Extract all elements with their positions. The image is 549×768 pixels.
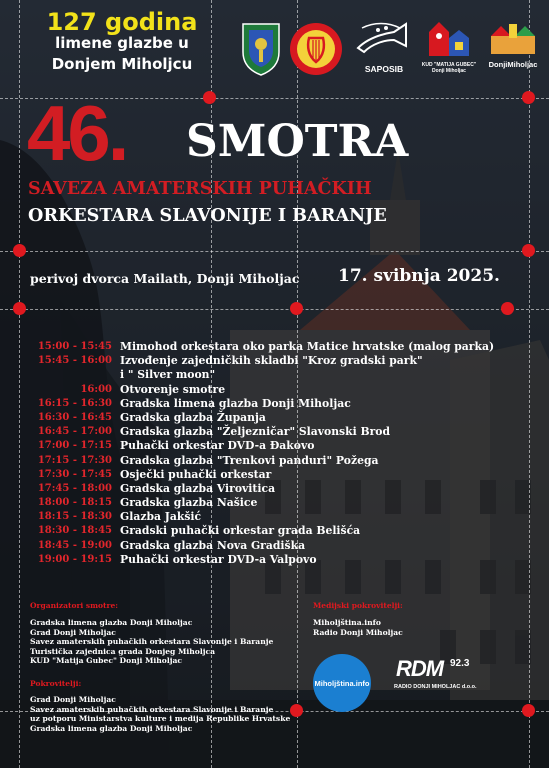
frame-dot [13, 244, 26, 257]
venue-text: perivoj dvorca Mailath, Donji Miholjac [30, 271, 300, 286]
frame-dot [522, 244, 535, 257]
frame-line [0, 309, 549, 310]
schedule-time: 18:30 - 18:45 [37, 525, 112, 537]
organizer-item: Savez amaterskih puhačkih orkestara Slavonije i Baranje [30, 637, 274, 647]
schedule-row [26, 411, 526, 425]
edition-number: 46. [27, 89, 127, 177]
organizer-item: KUD "Matija Gubec" Donji Miholjac [30, 656, 183, 666]
town-label: DonjiMiholjac [488, 60, 538, 69]
media-list [313, 618, 403, 637]
organizers-list [30, 618, 273, 666]
schedule-performer: Gradska glazba Nova Gradiška [120, 538, 306, 552]
band-logo [289, 22, 343, 80]
schedule-performer: Gradska glazba Županja [120, 410, 266, 424]
schedule-row [26, 482, 526, 496]
schedule-time: 16:30 - 16:45 [37, 411, 112, 423]
schedule-time: 18:45 - 19:00 [37, 539, 112, 551]
sponsors-list [30, 695, 290, 733]
anniversary-heading [32, 8, 212, 75]
saposib-logo [354, 18, 414, 74]
schedule-performer: i " Silver moon" [120, 368, 216, 382]
schedule-time: 15:45 - 16:00 [37, 355, 112, 367]
schedule-list [26, 340, 526, 567]
kud-place-label: Donji Miholjac [432, 68, 466, 74]
media-sponsor-item: Radio Donji Miholjac [313, 627, 403, 637]
town-tourism-logo [481, 20, 545, 69]
schedule-row [26, 539, 526, 553]
schedule-time: 17:45 - 18:00 [37, 482, 112, 494]
schedule-performer: Glazba Jakšić [120, 510, 202, 524]
schedule-row [26, 553, 526, 567]
town-coat-of-arms-logo [241, 22, 281, 80]
schedule-row [26, 454, 526, 468]
schedule-performer: Gradska glazba "Željezničar" Slavonski Brod [120, 425, 391, 439]
schedule-time [26, 368, 112, 382]
miholjstina-logo: Miholjština.info [313, 654, 371, 712]
sponsors-title: Pokrovitelji: [30, 679, 82, 688]
organizers-title: Organizatori smotre: [30, 601, 119, 610]
schedule-time: 18:15 - 18:30 [37, 511, 112, 523]
radio-caption: RADIO DONJI MIHOLJAC d.o.o. [394, 684, 477, 690]
frame-dot [13, 302, 26, 315]
saposib-label: SAPOSIB [364, 64, 404, 74]
schedule-time: 16:00 [80, 383, 112, 395]
schedule-performer: Gradski puhački orkestar grada Belišća [120, 524, 361, 538]
kud-logo [419, 18, 479, 74]
kud-label: KUD "MATIJA GUBEC" [421, 62, 477, 68]
frame-dot [290, 302, 303, 315]
sponsor-item: Savez amaterskih puhačkih orkestara Slavonije i Baranje [30, 704, 274, 714]
anniversary-line3: Donjem Miholjcu [51, 55, 193, 73]
schedule-performer: Puhački orkestar DVD-a Đakovo [120, 439, 315, 453]
frame-dot [501, 302, 514, 315]
schedule-row [26, 383, 526, 397]
frame-line [0, 251, 549, 252]
schedule-row [26, 439, 526, 453]
frame-dot [522, 704, 535, 717]
schedule-performer: Mimohod orkestara oko parka Matice hrvatske (malog parka) [120, 340, 495, 353]
schedule-time: 16:15 - 16:30 [37, 397, 112, 409]
schedule-row [26, 340, 526, 354]
trumpet-icon [354, 18, 414, 60]
frame-line [19, 0, 20, 768]
schedule-time: 18:00 - 18:15 [37, 497, 112, 509]
schedule-row [26, 524, 526, 538]
title-line1: SAVEZA AMATERSKIH PUHAČKIH [28, 178, 372, 199]
organizer-item: Gradska limena glazba Donji Miholjac [30, 618, 193, 627]
event-date: 17. svibnja 2025. [338, 266, 500, 286]
title-line2: ORKESTARA SLAVONIJE I BARANJE [28, 205, 387, 226]
radio-logo [394, 656, 506, 696]
schedule-time: 16:45 - 17:00 [37, 426, 112, 438]
frame-dot [290, 704, 303, 717]
frame-line [529, 0, 530, 768]
sponsor-item: Gradska limena glazba Donji Miholjac [30, 723, 193, 733]
radio-mark: RDM [396, 656, 444, 681]
schedule-time: 17:00 - 17:15 [37, 440, 112, 452]
schedule-row [26, 468, 526, 482]
anniversary-line1: 127 godina [46, 8, 198, 36]
schedule-time: 17:15 - 17:30 [37, 454, 112, 466]
sponsor-item: uz potporu Ministarstva kulture i medija Republike Hrvatske [30, 714, 291, 724]
schedule-row [26, 368, 526, 382]
schedule-performer: Gradska limena glazba Donji Miholjac [120, 396, 351, 410]
schedule-time: 17:30 - 17:45 [37, 468, 112, 480]
schedule-row [26, 496, 526, 510]
schedule-performer: Osječki puhački orkestar [120, 467, 272, 481]
schedule-performer: Izvođenje zajedničkih skladbi "Kroz gradski park" [120, 354, 423, 368]
schedule-time: 15:00 - 15:45 [37, 341, 112, 352]
schedule-row [26, 354, 526, 368]
organizer-item: Grad Donji Miholjac [30, 627, 116, 637]
frame-dot [522, 91, 535, 104]
schedule-performer: Gradska glazba Virovitica [120, 481, 276, 495]
schedule-row [26, 397, 526, 411]
media-title: Medijski pokrovitelji: [313, 601, 403, 610]
sponsor-item: Grad Donji Miholjac [30, 695, 116, 704]
media-sponsor-item: Miholjština.info [313, 618, 381, 627]
title-word: SMOTRA [186, 116, 409, 167]
schedule-performer: Gradska glazba Našice [120, 496, 258, 510]
frame-dot [203, 91, 216, 104]
schedule-time: 19:00 - 19:15 [37, 553, 112, 565]
radio-frequency: 92.3 [450, 658, 470, 669]
schedule-performer: Gradska glazba "Trenkovi panduri" Požega [120, 453, 379, 467]
schedule-row [26, 425, 526, 439]
organizer-item: Turistička zajednica grada Donjeg Miholjca [30, 646, 216, 656]
schedule-performer: Otvorenje smotre [120, 382, 226, 396]
schedule-row [26, 510, 526, 524]
schedule-performer: Puhački orkestar DVD-a Valpovo [120, 552, 317, 566]
anniversary-line2: limene glazbe u [55, 34, 189, 52]
